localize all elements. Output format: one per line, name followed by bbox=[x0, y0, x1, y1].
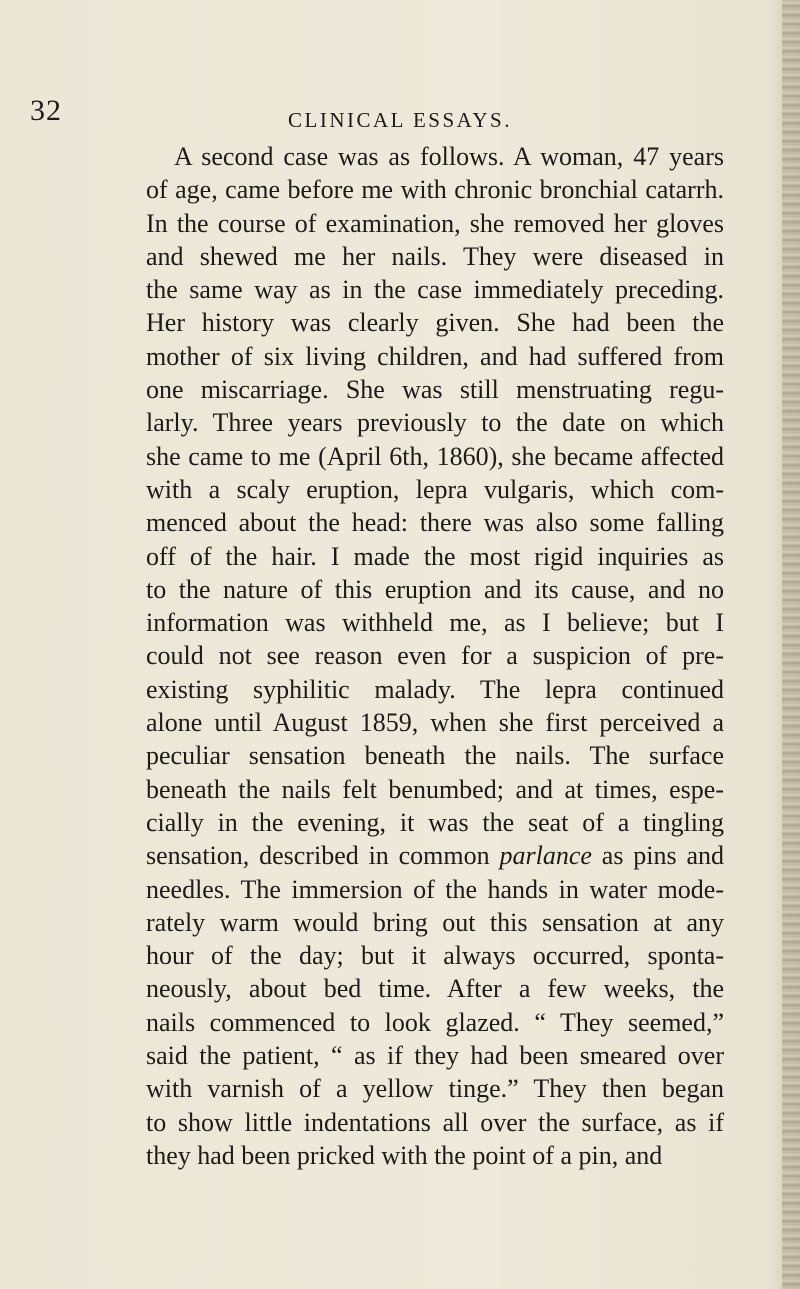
text-line: one miscarriage. She was still menstruating regu- bbox=[146, 375, 724, 405]
text-line: she came to me (April 6th, 1860), she became affected bbox=[146, 441, 724, 471]
italic-word: parlance bbox=[499, 841, 592, 871]
text-line: to show little indentations all over the surface, as if bbox=[146, 1107, 724, 1137]
text-line: mother of six living children, and had suffered from bbox=[146, 341, 724, 371]
text-line: neously, about bed time. After a few weeks, the bbox=[146, 974, 724, 1004]
text-line: In the course of examination, she removed her gloves bbox=[146, 208, 724, 238]
text-line: to the nature of this eruption and its cause, and no bbox=[146, 574, 724, 604]
text-line: with a scaly eruption, lepra vulgaris, which com- bbox=[146, 474, 724, 504]
text-line: off of the hair. I made the most rigid inquiries as bbox=[146, 541, 724, 571]
text-line: needles. The immersion of the hands in water mode- bbox=[146, 874, 724, 904]
text-line: of age, came before me with chronic bronchial catarrh. bbox=[146, 175, 724, 205]
page-number: 32 bbox=[30, 94, 62, 127]
text-line: A second case was as follows. A woman, 47 years bbox=[174, 142, 724, 171]
text-segment: as pins and bbox=[601, 841, 725, 871]
body-text bbox=[146, 140, 724, 1172]
text-line: alone until August 1859, when she first perceived a bbox=[146, 708, 724, 738]
text-line: could not see reason even for a suspicion of pre- bbox=[146, 641, 724, 671]
text-line: and shewed me her nails. They were diseased in bbox=[146, 241, 724, 271]
text-line: hour of the day; but it always occurred, sponta- bbox=[146, 941, 724, 971]
running-head: CLINICAL ESSAYS. bbox=[288, 108, 512, 132]
text-line: said the patient, “ as if they had been smeared over bbox=[146, 1041, 724, 1071]
text-line: peculiar sensation beneath the nails. The surface bbox=[146, 741, 724, 771]
page-header bbox=[30, 96, 770, 136]
text-segment: sensation, described in common bbox=[146, 841, 490, 871]
text-line: with varnish of a yellow tinge.” They then began bbox=[146, 1074, 724, 1104]
page-edge-shadow bbox=[782, 0, 800, 1289]
text-line: the same way as in the case immediately preceding. bbox=[146, 275, 724, 305]
text-line: menced about the head: there was also some falling bbox=[146, 508, 724, 538]
text-line: existing syphilitic malady. The lepra continued bbox=[146, 674, 724, 704]
text-line: cially in the evening, it was the seat of a tingling bbox=[146, 807, 724, 837]
text-line: beneath the nails felt benumbed; and at times, espe- bbox=[146, 774, 724, 804]
text-line: larly. Three years previously to the date on which bbox=[146, 408, 724, 438]
text-line-with-italic bbox=[146, 839, 724, 872]
text-line: information was withheld me, as I believe; but I bbox=[146, 608, 724, 638]
text-line: nails commenced to look glazed. “ They seemed,” bbox=[146, 1007, 724, 1037]
text-line: Her history was clearly given. She had been the bbox=[146, 308, 724, 338]
text-line: rately warm would bring out this sensation at any bbox=[146, 907, 724, 937]
text-line: they had been pricked with the point of a pin, and bbox=[146, 1140, 663, 1170]
